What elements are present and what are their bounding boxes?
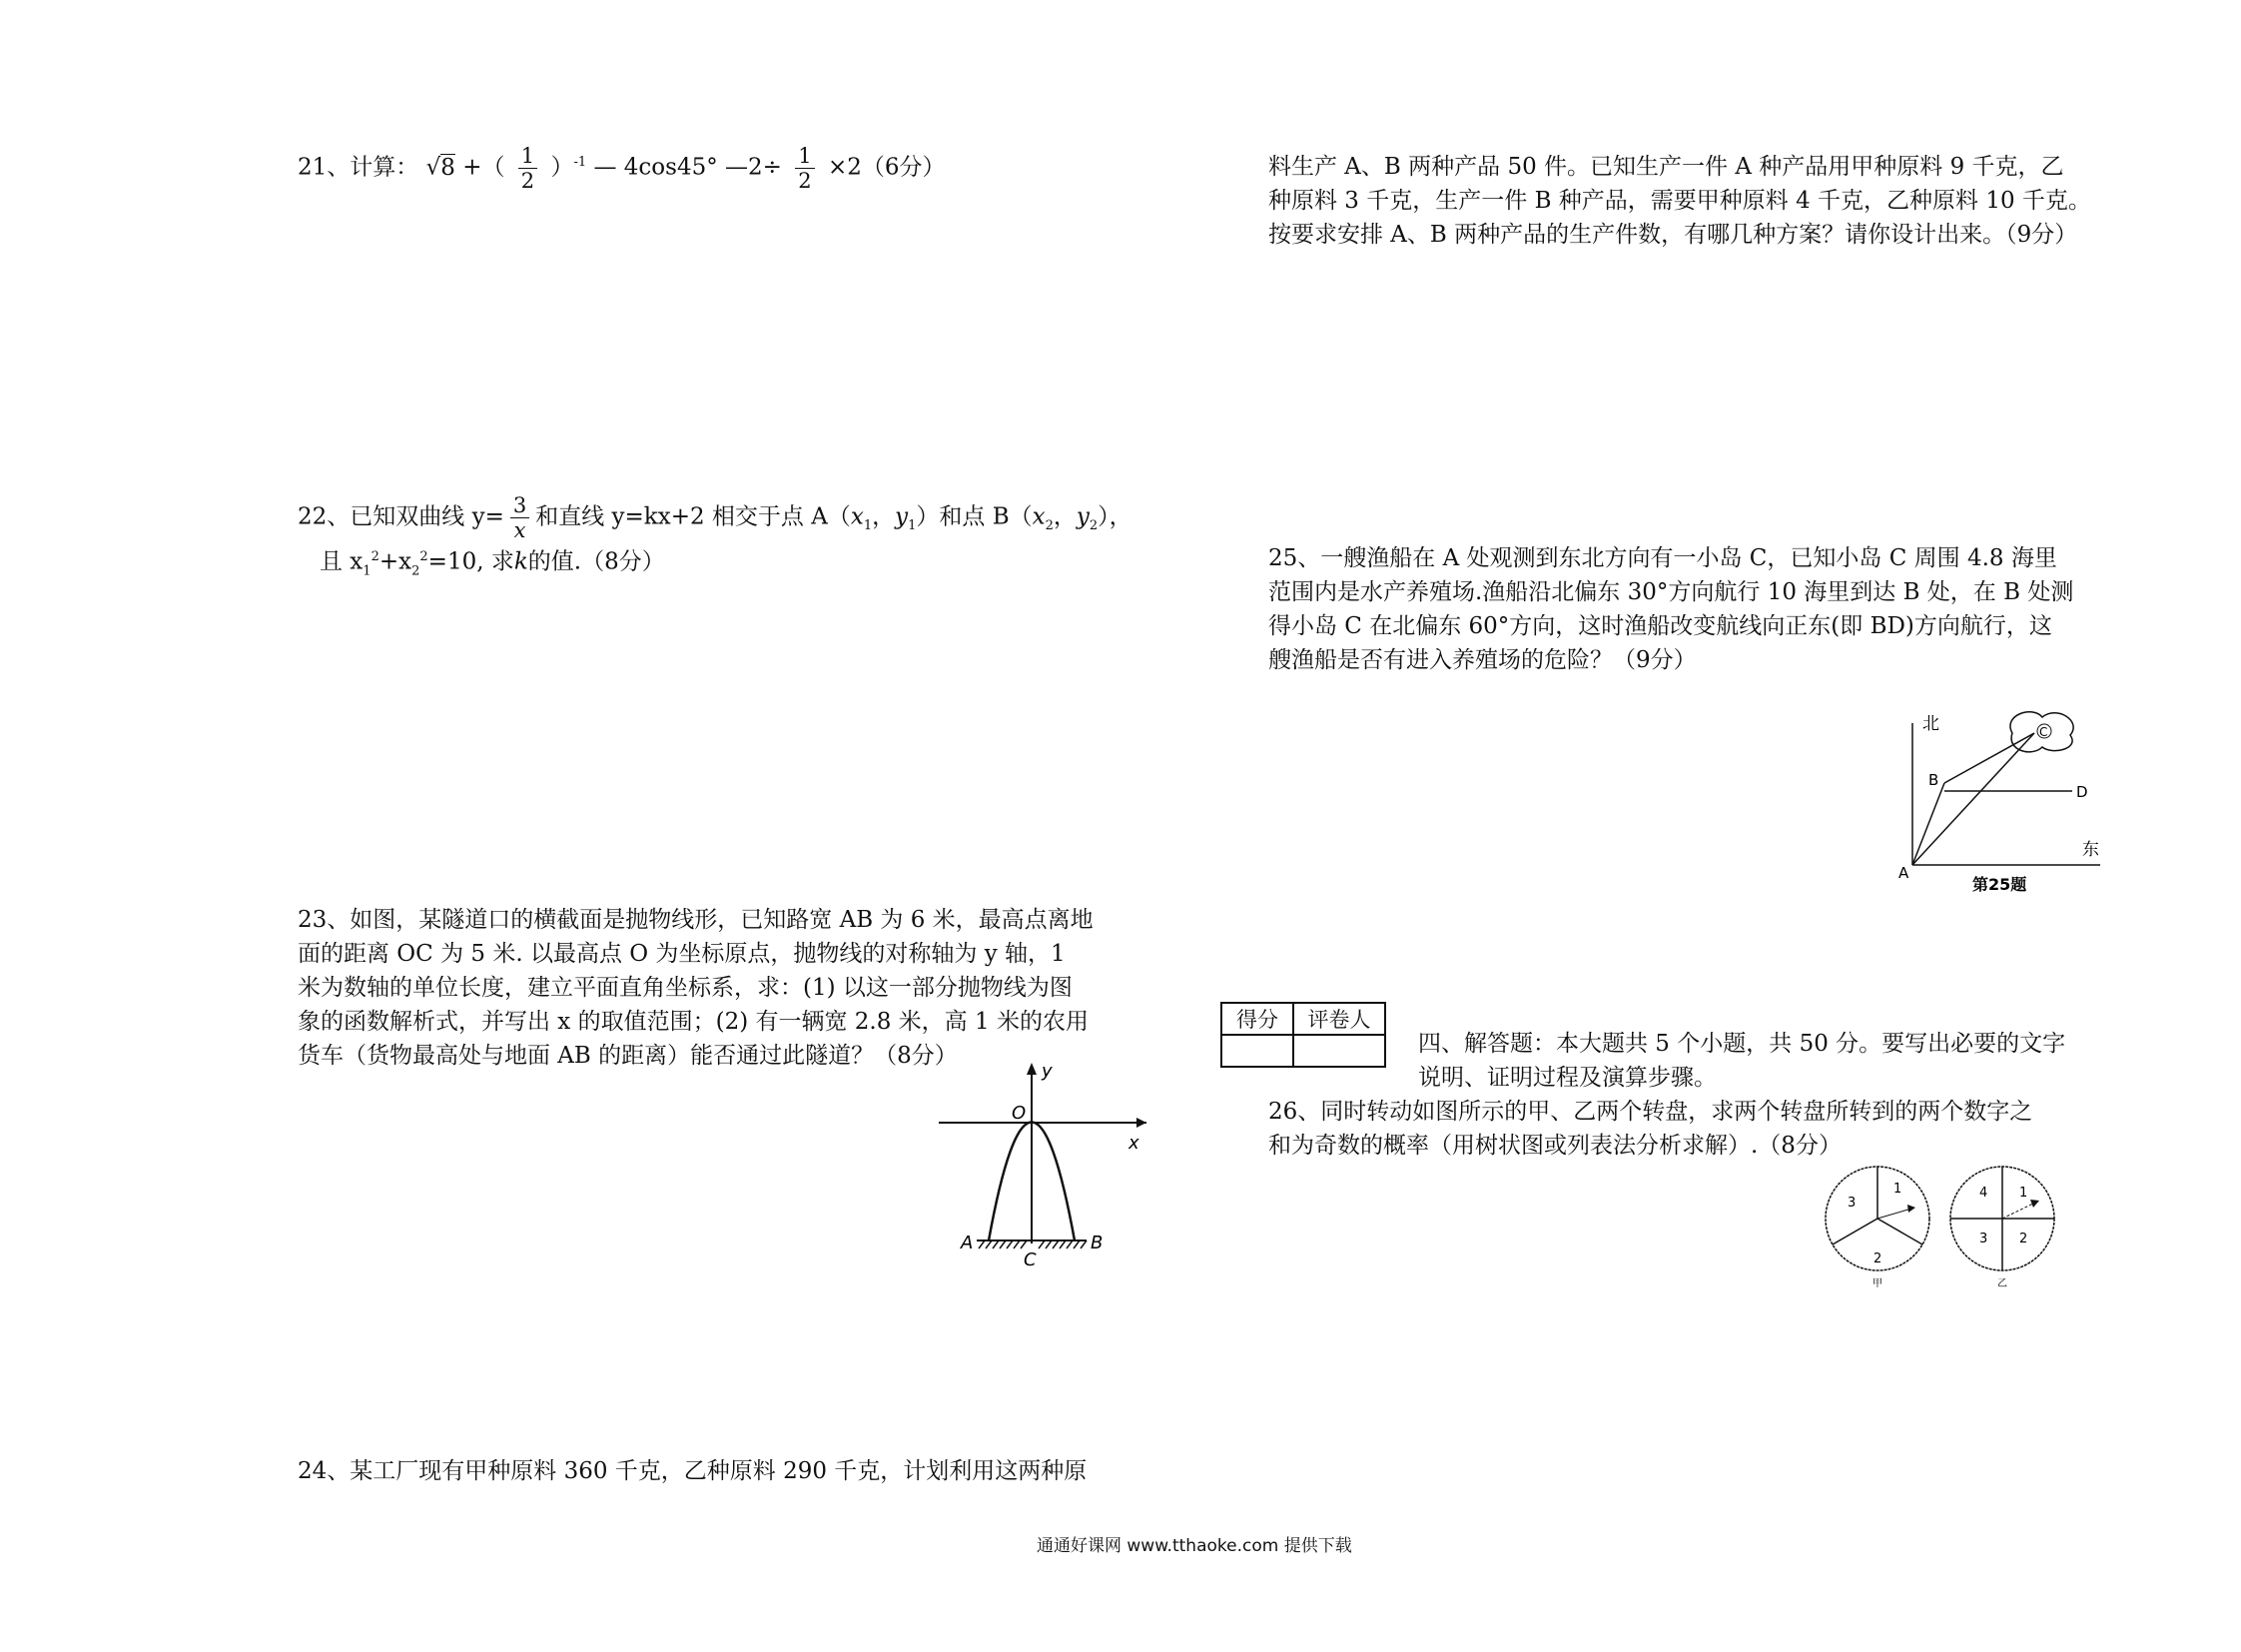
fraction-numerator: 1	[795, 144, 814, 169]
score-table	[1220, 1002, 1386, 1068]
wheel-jia-num-3: 3	[1848, 1196, 1857, 1211]
north-label: 北	[1922, 714, 1939, 734]
point-a-label: A	[961, 1233, 974, 1253]
sub-1: 1	[363, 563, 372, 579]
wheel-jia-num-1: 1	[1893, 1182, 1902, 1197]
east-label: 东	[2082, 840, 2099, 860]
footer-source: 通通好课网 www.tthaoke.com 提供下载	[1037, 1536, 1352, 1556]
q22-text-b: 和直线 y=kx+2 相交于点 A（	[535, 503, 851, 530]
var-k: k	[513, 548, 528, 575]
wheel-yi-num-3: 3	[1979, 1232, 1988, 1246]
q21-middle: — 4cos45° —2÷	[593, 154, 782, 181]
wheel-yi-label: 乙	[1997, 1278, 2007, 1289]
point-a-label: A	[1898, 864, 1909, 882]
wheel-yi-num-4: 4	[1979, 1186, 1988, 1201]
score-cell[interactable]	[1221, 1035, 1293, 1067]
grader-header: 评卷人	[1293, 1003, 1385, 1035]
q22-text-c: ）和点 B（	[916, 503, 1033, 530]
sub-1: 1	[908, 518, 917, 534]
q22-text-a: 22、已知双曲线 y=	[298, 503, 504, 530]
sqrt-symbol: √	[425, 154, 441, 181]
var-x2: x	[1032, 503, 1046, 530]
grader-cell[interactable]	[1293, 1035, 1385, 1067]
q21-suffix: ×2（6分）	[827, 154, 946, 181]
question-23-line1: 23、如图，某隧道口的横截面是抛物线形，已知路宽 AB 为 6 米，最高点离地	[298, 907, 1094, 933]
question-23-line3: 米为数轴的单位长度，建立平面直角坐标系，求：(1) 以这一部分抛物线为图	[298, 975, 1073, 1001]
sqrt-argument: 8	[440, 154, 455, 181]
question-22-line2	[320, 540, 665, 588]
segment-bc	[1944, 733, 2034, 783]
question-24-cont-line1: 料生产 A、B 两种产品 50 件。已知生产一件 A 种产品用甲种原料 9 千克，乙	[1268, 154, 2064, 180]
wheel-yi-num-1: 1	[2019, 1186, 2028, 1201]
fraction-3-over-x	[510, 493, 529, 542]
var-x1: x	[850, 503, 864, 530]
figure-caption: 第25题	[1972, 875, 2027, 894]
fraction-denominator: 2	[520, 169, 535, 193]
wheel-yi	[1950, 1167, 2054, 1289]
wheel-jia-num-2: 2	[1873, 1251, 1882, 1266]
question-26-line1: 26、同时转动如图所示的甲、乙两个转盘，求两个转盘所转到的两个数字之	[1268, 1099, 2033, 1125]
y-axis-arrow	[1027, 1063, 1037, 1075]
var-y1: y	[895, 503, 909, 530]
fraction-numerator: 3	[510, 493, 529, 518]
sub-2: 2	[411, 563, 420, 579]
wheel-jia-label: 甲	[1872, 1278, 1882, 1289]
question-25-line2: 范围内是水产养殖场.渔船沿北偏东 30°方向航行 10 海里到达 B 处，在 B 处测	[1268, 579, 2074, 605]
question-22-line1	[298, 493, 1132, 543]
point-b-label: B	[1091, 1233, 1104, 1253]
question-24-line1: 24、某工厂现有甲种原料 360 千克，乙种原料 290 千克，计划利用这两种原	[298, 1458, 1088, 1484]
q22-line2-a: 且 x	[320, 548, 364, 575]
plus-open: +（	[462, 154, 505, 181]
point-d-label: D	[2076, 783, 2088, 801]
comma: ，	[1053, 503, 1077, 530]
exponent: -1	[573, 154, 587, 170]
question-24-cont-line2: 种原料 3 千克，生产一件 B 种产品，需要甲种原料 4 千克，乙种原料 10 千克。	[1268, 188, 2091, 214]
question-25-line1: 25、一艘渔船在 A 处观测到东北方向有一小岛 C，已知小岛 C 周围 4.8 海里	[1268, 545, 2057, 571]
x-axis-arrow	[1136, 1118, 1146, 1128]
sub-2: 2	[1045, 518, 1054, 534]
fraction-numerator: 1	[518, 144, 537, 169]
question-23-line2: 面的距离 OC 为 5 米. 以最高点 O 为坐标原点，抛物线的对称轴为 y 轴，1	[298, 941, 1066, 967]
var-y2: y	[1076, 503, 1090, 530]
point-b-label: B	[1928, 771, 1939, 789]
tunnel-parabola-figure	[929, 1059, 1158, 1268]
spinner-wheels-figure	[1818, 1163, 2077, 1292]
q22-line2-c: =10, 求	[427, 548, 514, 575]
sub-1: 1	[863, 518, 873, 534]
section-4-line2: 说明、证明过程及演算步骤。	[1418, 1065, 1717, 1091]
point-c-label: C	[1024, 1249, 1037, 1268]
segment-ac	[1912, 733, 2034, 865]
y-axis-label: y	[1042, 1061, 1053, 1082]
segment-ab	[1912, 783, 1944, 865]
question-23-line5: 货车（货物最高处与地面 AB 的距离）能否通过此隧道？（8分）	[298, 1043, 958, 1069]
question-24-cont-line3: 按要求安排 A、B 两种产品的生产件数，有哪几种方案？请你设计出来。（9分）	[1268, 222, 2078, 248]
wheel-jia	[1826, 1167, 1929, 1289]
sub-2: 2	[1089, 518, 1099, 534]
q22-line2-d: 的值.（8分）	[527, 548, 665, 575]
fishing-boat-figure	[1882, 705, 2122, 905]
q21-prefix: 21、计算：	[298, 154, 419, 181]
question-23-line4: 象的函数解析式，并写出 x 的取值范围；(2) 有一辆宽 2.8 米，高 1 米的农用	[298, 1009, 1089, 1035]
sup-2: 2	[371, 549, 379, 564]
section-4-line1: 四、解答题：本大题共 5 个小题，共 50 分。要写出必要的文字	[1418, 1031, 2066, 1057]
question-25-line4: 艘渔船是否有进入养殖场的危险？（9分）	[1268, 647, 1697, 673]
fraction-one-half	[518, 144, 537, 193]
question-21	[298, 144, 945, 193]
close-paren: ）	[550, 154, 574, 181]
q22-line2-b: +x	[378, 548, 412, 575]
question-25-line3: 得小岛 C 在北偏东 60°方向，这时渔船改变航线向正东(即 BD)方向航行，这	[1268, 613, 2052, 639]
wheel-yi-num-2: 2	[2019, 1232, 2028, 1246]
point-c-label: C	[2039, 725, 2048, 739]
question-26-line2: 和为奇数的概率（用树状图或列表法分析求解）.（8分）	[1268, 1133, 1842, 1159]
fraction-denominator: 2	[798, 169, 812, 193]
fraction-denominator: x	[513, 518, 526, 542]
x-axis-label: x	[1128, 1133, 1139, 1154]
fraction-one-half-2	[795, 144, 814, 193]
comma: ，	[872, 503, 896, 530]
origin-label: O	[1012, 1103, 1027, 1124]
q22-text-d: ），	[1098, 503, 1132, 530]
score-header: 得分	[1221, 1003, 1293, 1035]
sup-2: 2	[419, 549, 428, 564]
